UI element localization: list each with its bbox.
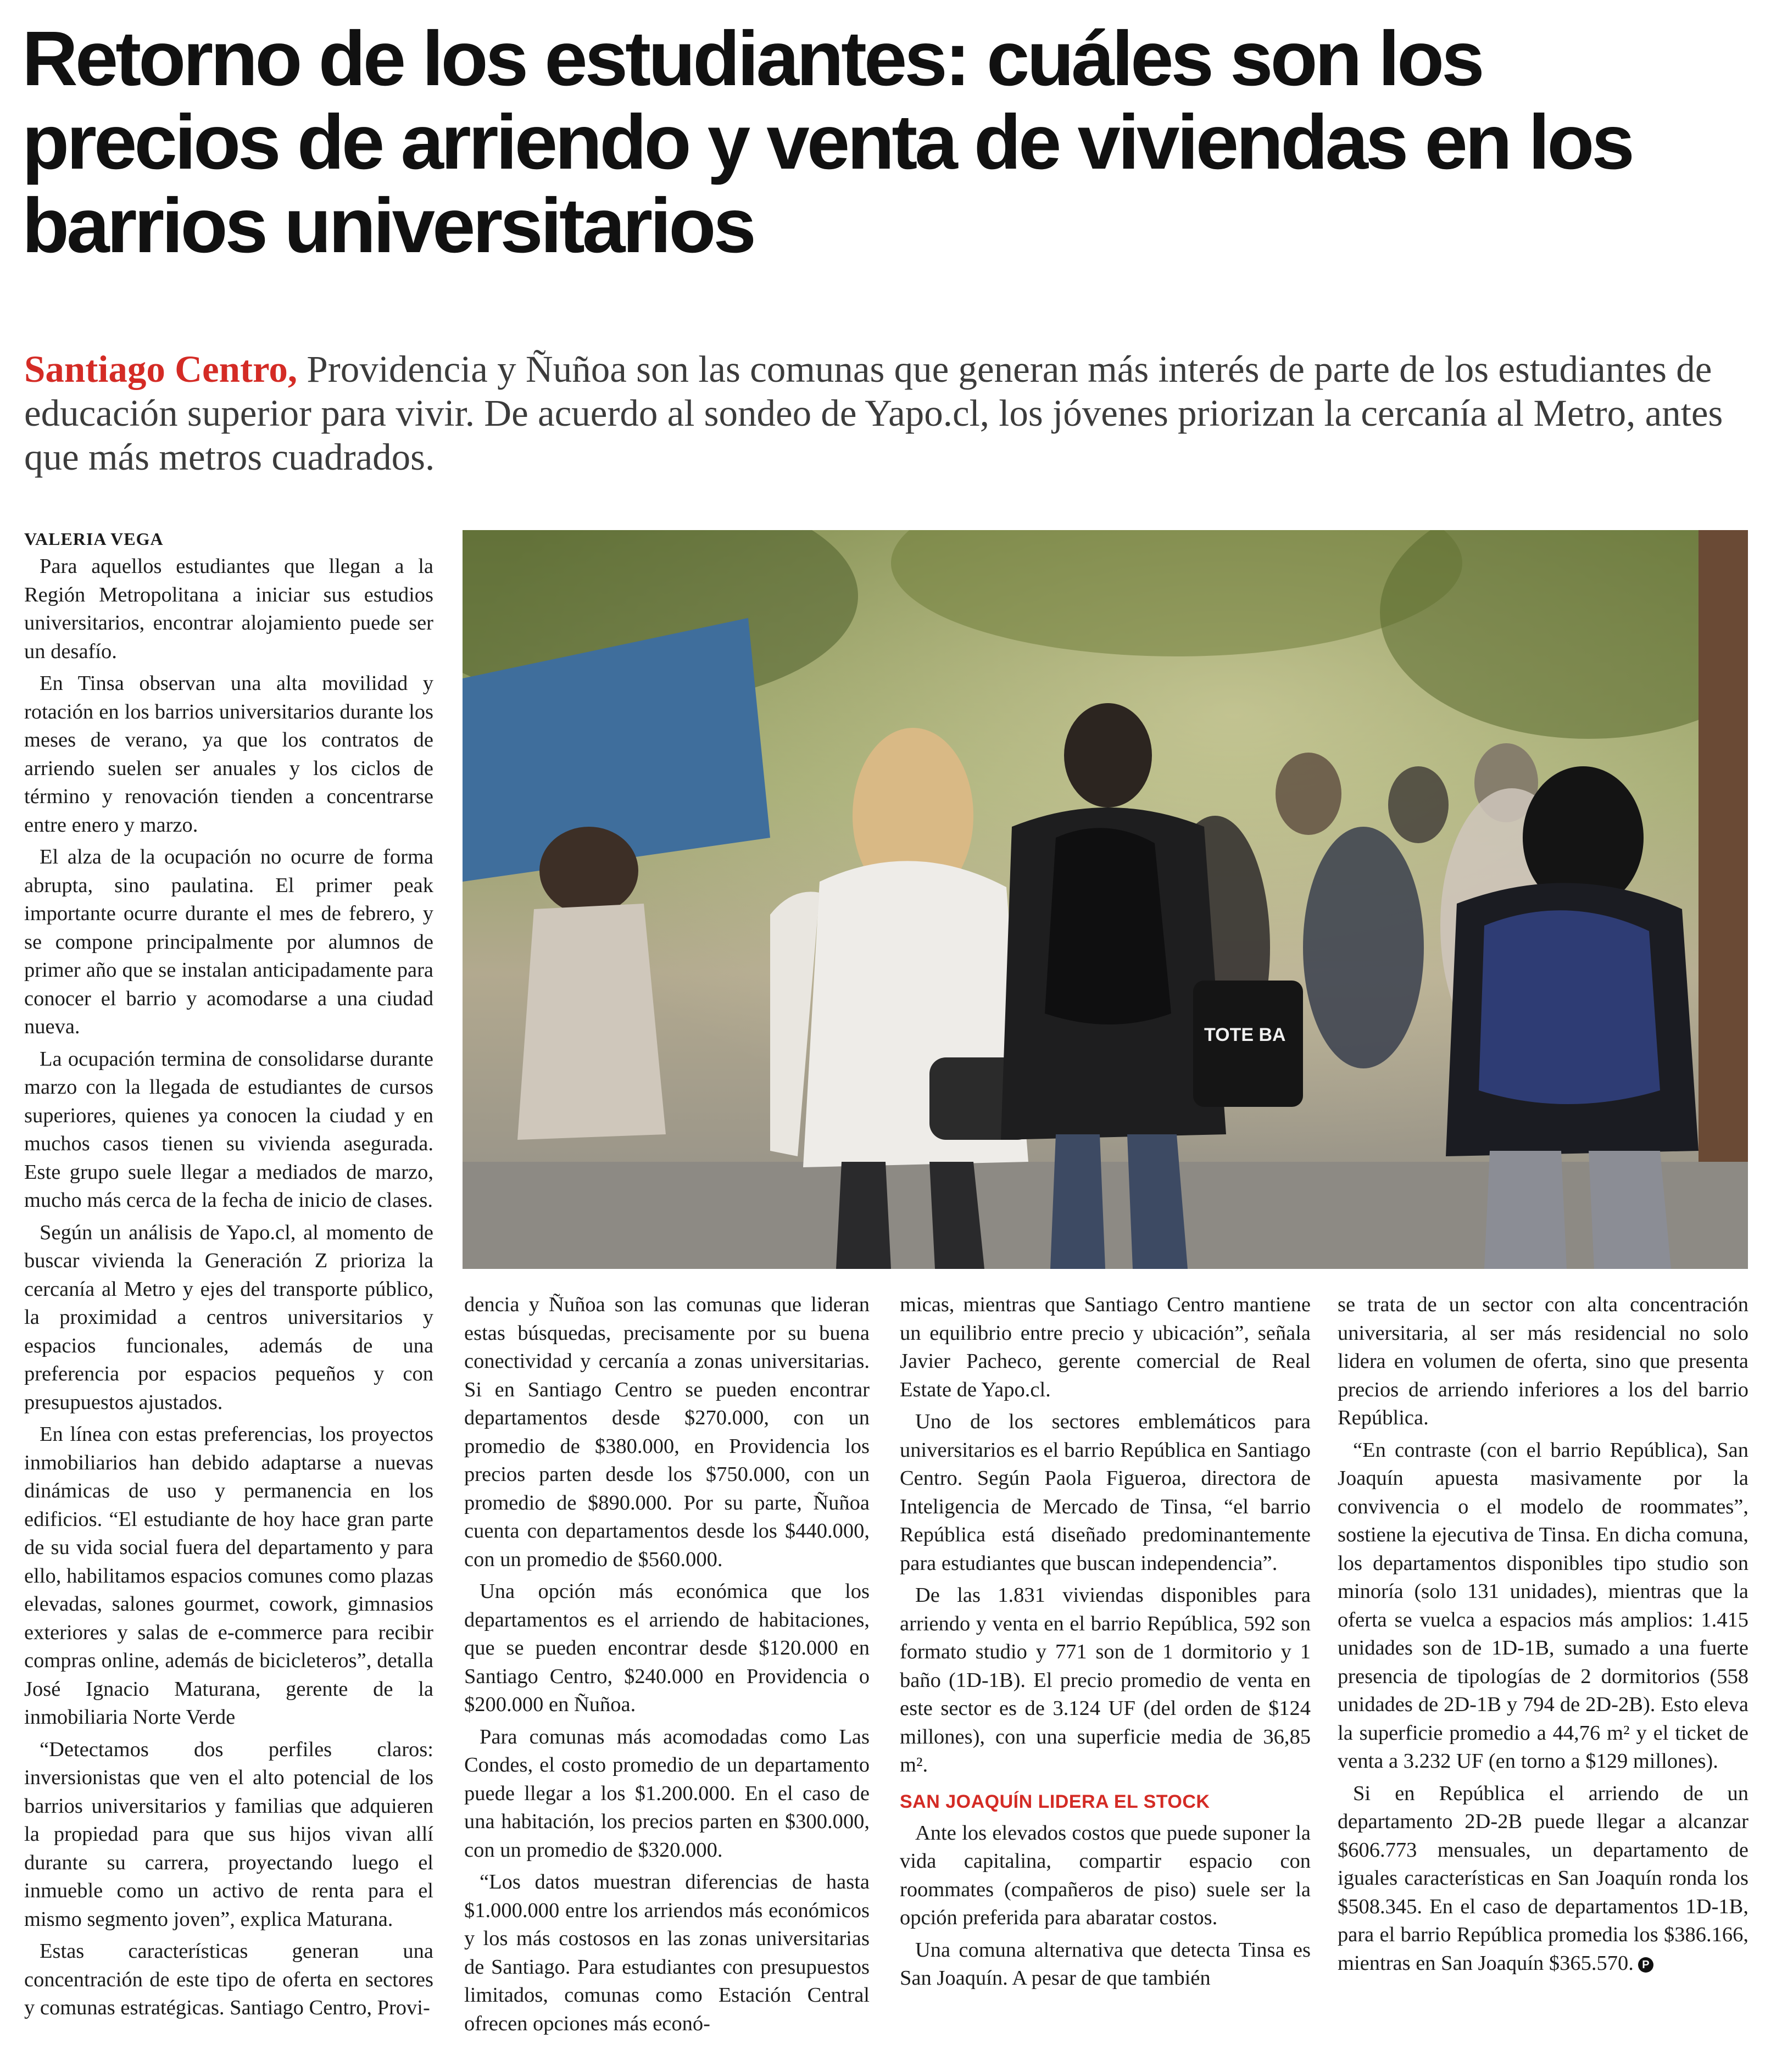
paragraph: El alza de la ocupación no ocurre de forma abrupta, sino paulatina. El primer peak importante ocurre durante el mes de febrero, y se compone principalmente por alumnos de primer año que se instalan anticipadamente para conocer el barrio y acomodarse a una ciudad nueva. bbox=[24, 845, 433, 1038]
deck bbox=[24, 347, 1755, 479]
paragraph: “Los datos muestran diferencias de hasta $1.000.000 entre los arriendos más económicos y los más costosos en las zonas universitarias de Santiago. Para estudiantes con presupuestos limitados, comunas como Estación Central ofrecen opciones más econó- bbox=[464, 1870, 870, 2035]
paragraph: De las 1.831 viviendas disponibles para arriendo y venta en el barrio República, 592 son formato studio y 771 son de 1 dormitorio y 1 baño (1D-1B). El precio promedio de venta en este sector es de 3.124 UF (del orden de $124 millones), con una superficie media de 36,85 m². bbox=[900, 1584, 1311, 1776]
deck-lead: Santiago Centro, bbox=[24, 348, 298, 390]
headline: Retorno de los estudiantes: cuáles son los precios de arriendo y venta de viviendas en los barrios universitarios bbox=[22, 15, 1632, 269]
paragraph: Estas características generan una concentración de este tipo de oferta en sectores y comunas estratégicas. Santiago Centro, Provi- bbox=[24, 1940, 433, 2019]
paragraph: se trata de un sector con alta concentración universitaria, al ser más residencial no solo lidera en volumen de oferta, sino que presenta precios de arriendo inferiores a los del barrio República. bbox=[1338, 1293, 1748, 1429]
paragraph: En línea con estas preferencias, los proyectos inmobiliarios han debido adaptarse a nuevas dinámicas de uso y permanencia en los edificios. “El estudiante de hoy hace gran parte de su vida social fuera del departamento y para ello, habilitamos espacios comunes como plazas elevadas, salones gourmet, cowork, gimnasios exteriores y salas de e-commerce para recibir compras online, además de bicicleteros”, detalla José Ignacio Maturana, gerente de la inmobiliaria Norte Verde bbox=[24, 1423, 433, 1729]
paragraph: Para comunas más acomodadas como Las Condes, el costo promedio de un departamento puede llegar a los $1.200.000. En el caso de una habitación, los precios parten en $300.000, con un promedio de $320.000. bbox=[464, 1725, 870, 1862]
paragraph: Ante los elevados costos que puede suponer la vida capitalina, compartir espacio con roommates (compañeros de piso) suele ser la opción preferida para abaratar costos. bbox=[900, 1821, 1311, 1929]
end-mark-icon: P bbox=[1638, 1957, 1653, 1973]
paragraph: “Detectamos dos perfiles claros: inversionistas que ven el alto potencial de los barrios universitarios y familias que adquieren la propiedad para que sus hijos vivan allí durante su carrera, proyectando luego el inmueble como un activo de renta para el mismo segmento joven”, explica Maturana. bbox=[24, 1737, 433, 1931]
paragraph: micas, mientras que Santiago Centro mantiene un equilibrio entre precio y ubicación”, señala Javier Pacheco, gerente comercial de Real Estate de Yapo.cl. bbox=[900, 1293, 1311, 1401]
column-3 bbox=[900, 1291, 1311, 1997]
paragraph: dencia y Ñuñoa son las comunas que lideran estas búsquedas, precisamente por su buena conectividad y cercanía a zonas universitarias. Si en Santiago Centro se pueden encontrar departamentos desde $270.000, con un promedio de $380.000, en Providencia los precios parten desde los $750.000, con un promedio de $890.000. Por su parte, Ñuñoa cuenta con departamentos desde los $440.000, con un promedio de $560.000. bbox=[464, 1293, 870, 1571]
students-walking-illustration bbox=[463, 530, 1748, 1269]
paragraph: Según un análisis de Yapo.cl, al momento de buscar vivienda la Generación Z prioriza la cercanía al Metro y ejes del transporte público, la proximidad a centros universitarios y espacios funcionales, además de una preferencia por espacios pequeños y con presupuestos ajustados. bbox=[24, 1221, 433, 1414]
paragraph: Una comuna alternativa que detecta Tinsa es San Joaquín. A pesar de que también bbox=[900, 1938, 1311, 1990]
paragraph: “En contraste (con el barrio República), San Joaquín apuesta masivamente por la convivencia o el modelo de roommates”, sostiene la ejecutiva de Tinsa. En dicha comuna, los departamentos disponibles tipo studio son minoría (solo 131 unidades), mientras que la oferta se vuelca a espacios más amplios: 1.415 unidades son de 1D-1B, sumado a una fuerte presencia de tipologías de 2 dormitorios (558 unidades de 2D-1B y 794 de 2D-2B). Esto eleva la superficie promedio a 44,76 m² y el ticket de venta a 3.232 UF (en torno a $129 millones). bbox=[1338, 1438, 1748, 1773]
paragraph: La ocupación termina de consolidarse durante marzo con la llegada de estudiantes de cursos superiores, quienes ya conocen la ciudad y en muchos casos tienen su vivienda asegurada. Este grupo suele llegar a mediados de marzo, mucho más cerca de la fecha de inicio de clases. bbox=[24, 1047, 433, 1212]
tote-bag-text: TOTE BA bbox=[1204, 1024, 1286, 1045]
deck-text: Providencia y Ñuñoa son las comunas que generan más interés de parte de los estudiantes de educación superior para vivir. De acuerdo al sondeo de Yapo.cl, los jóvenes priorizan la cercanía al Metro, antes que más metros cuadrados. bbox=[24, 348, 1723, 478]
section-subhead: SAN JOAQUÍN LIDERA EL STOCK bbox=[900, 1791, 1210, 1812]
column-2 bbox=[464, 1291, 870, 2042]
paragraph: Uno de los sectores emblemáticos para universitarios es el barrio República en Santiago Centro. Según Paola Figueroa, directora de Inteligencia de Mercado de Tinsa, “el barrio República está diseñado predominantemente para estudiantes que buscan independencia”. bbox=[900, 1410, 1311, 1575]
column-1 bbox=[24, 526, 433, 2026]
paragraph: Una opción más económica que los departamentos es el arriendo de habitaciones, que se pueden encontrar desde $120.000 en Santiago Centro, $240.000 en Providencia o $200.000 en Ñuñoa. bbox=[464, 1580, 870, 1716]
students-photo bbox=[463, 530, 1748, 1269]
paragraph: Para aquellos estudiantes que llegan a la Región Metropolitana a iniciar sus estudios universitarios, encontrar alojamiento puede ser un desafío. bbox=[24, 555, 433, 663]
paragraph: En Tinsa observan una alta movilidad y rotación en los barrios universitarios durante los meses de verano, ya que los contratos de arriendo suelen ser anuales y los ciclos de término y renovación tienden a concentrarse entre enero y marzo. bbox=[24, 672, 433, 837]
column-4 bbox=[1338, 1291, 1748, 1981]
paragraph-text: Si en República el arriendo de un departamento 2D-2B puede llegar a alcanzar $606.773 mensuales, un departamento de iguales características en San Joaquín ronda los $508.345. En el caso de departamentos 1D-1B, para el barrio República promedia los $386.166, mientras en San Joaquín $365.570. bbox=[1338, 1781, 1748, 1975]
paragraph bbox=[1338, 1780, 1748, 1978]
byline: VALERIA VEGA bbox=[24, 529, 164, 549]
